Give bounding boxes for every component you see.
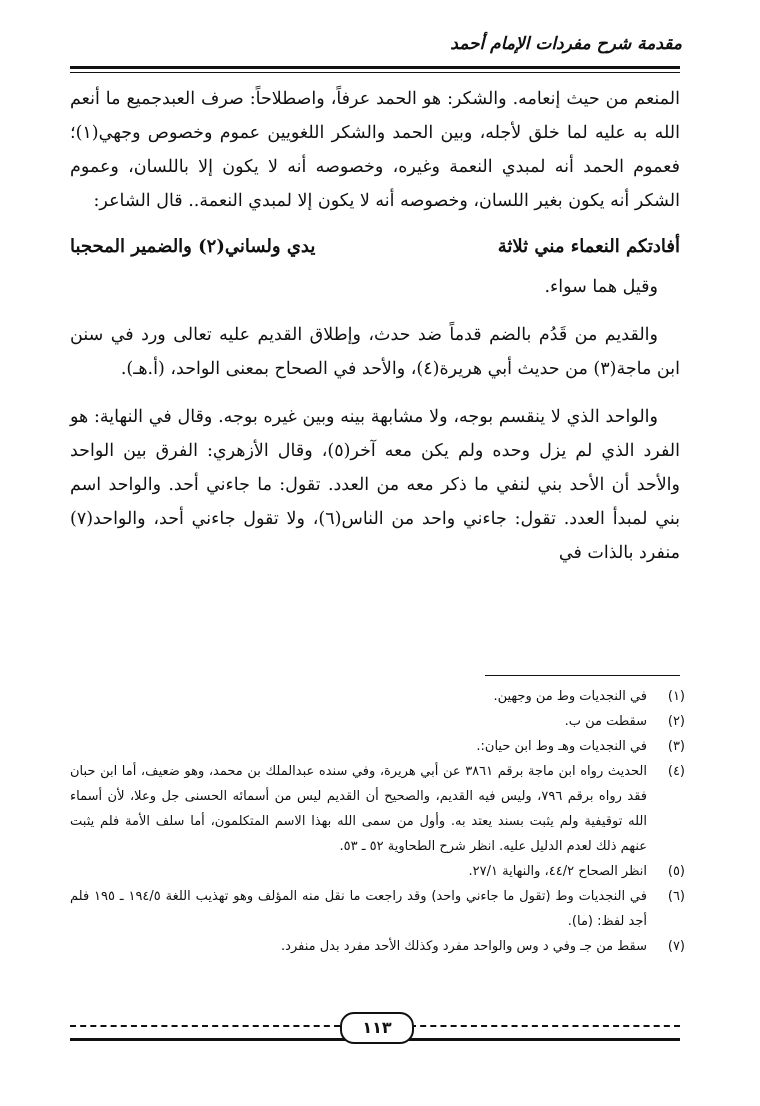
footnote-text: الحديث رواه ابن ماجة برقم ٣٨٦١ عن أبي هريرة، وفي سنده عبدالملك بن محمد، وهو ضعيف، أما ابن حبان فقد رواه برقم ٧٩٦، وليس فيه القديم، والصحيح أن القديم ليس من أسمائه الحسنى جل وعلا، لأن أسماء الله توقيفية ولم يثبت بسند يعتد به. وأول من سمى الله بهذا الاسم المتكلمون، أما سلف الأمة فلم يثبت عنهم ذلك لعدم الدليل عليه. انظر شرح الطحاوية ٥٢ ـ ٥٣.: [70, 764, 647, 854]
footnote: [70, 934, 685, 959]
footnote-number: (٤): [667, 764, 685, 779]
paragraph: والقديم من قَدُم بالضم قدماً ضد حدث، وإطلاق القديم عليه تعالى ورد في سنن ابن ماجة(٣) من حديث أبي هريرة(٤)، والأحد في الصحاح بمعنى الواحد، (أ.هـ).: [70, 325, 680, 379]
footnotes: [70, 684, 685, 959]
footnote-number: (٧): [667, 939, 685, 954]
footer-ornament-right: [410, 1025, 680, 1027]
footnote: [70, 859, 685, 884]
running-header: مقدمة شرح مفردات الإمام أحمد: [450, 34, 682, 54]
footnote: [70, 884, 685, 934]
footnote-text: في النجديات وط (تقول ما جاءني واحد) وقد راجعت ما نقل منه المؤلف وهو تهذيب اللغة ١٩٤/٥ ـ ١٩٥ فلم أجد لفظ: (ما).: [70, 889, 647, 929]
footnote-text: سقطت من ب.: [564, 714, 647, 729]
footnote-number: (١): [667, 689, 685, 704]
poetry-verse: [70, 230, 680, 264]
header-rule-thin: [70, 72, 680, 73]
footer-ornament-left: [70, 1025, 340, 1027]
footnote-text: انظر الصحاح ٤٤/٢، والنهاية ٢٧/١.: [468, 864, 647, 879]
header-rule: [70, 66, 680, 69]
footnote-number: (٥): [667, 864, 685, 879]
main-text: [70, 82, 680, 570]
footnote-number: (٢): [667, 714, 685, 729]
footnote-separator: [485, 675, 680, 676]
footnote: [70, 734, 685, 759]
verse-second-hemistich: يدي ولساني(٢) والضمير المحجبا: [70, 236, 316, 257]
footnote-number: (٦): [667, 889, 685, 904]
footnote-text: سقط من جـ وفي د وس والواحد مفرد وكذلك الأحد مفرد بدل منفرد.: [281, 939, 647, 954]
footnote: [70, 759, 685, 859]
paragraph: المنعم من حيث إنعامه. والشكر: هو الحمد عرفاً، واصطلاحاً: صرف العبدجميع ما أنعم الله به عليه لما خلق لأجله، وبين الحمد والشكر اللغويين عموم وخصوص وجهي(١)؛ فعموم الحمد أنه لمبدي النعمة وغيره، وخصوصه أنه لا يكون إلا باللسان، وعموم الشكر أنه يكون بغير اللسان، وخصوصه أنه لا يكون إلا لمبدي النعمة.. قال الشاعر:: [70, 89, 680, 211]
footnote: [70, 709, 685, 734]
page-number: ١١٣: [340, 1012, 414, 1044]
paragraph: والواحد الذي لا ينقسم بوجه، ولا مشابهة بينه وبين غيره بوجه. وقال في النهاية: هو الفرد الذي لم يزل وحده ولم يكن معه آخر(٥)، وقال الأزهري: الفرق بين الواحد والأحد أن الأحد بني لنفي ما ذكر معه من العدد. تقول: ما جاءني أحد. والواحد اسم بني لمبدأ العدد. تقول: جاءني واحد من الناس(٦)، ولا تقول جاءني أحد، والواحد(٧) منفرد بالذات في: [70, 407, 680, 563]
footnote: [70, 684, 685, 709]
verse-first-hemistich: أفادتكم النعماء مني ثلاثة: [497, 236, 680, 257]
footnote-number: (٣): [667, 739, 685, 754]
footnote-text: في النجديات وهـ وط ابن حيان:.: [476, 739, 647, 754]
footnote-text: في النجديات وط من وجهين.: [493, 689, 647, 704]
paragraph: وقيل هما سواء.: [544, 277, 658, 297]
